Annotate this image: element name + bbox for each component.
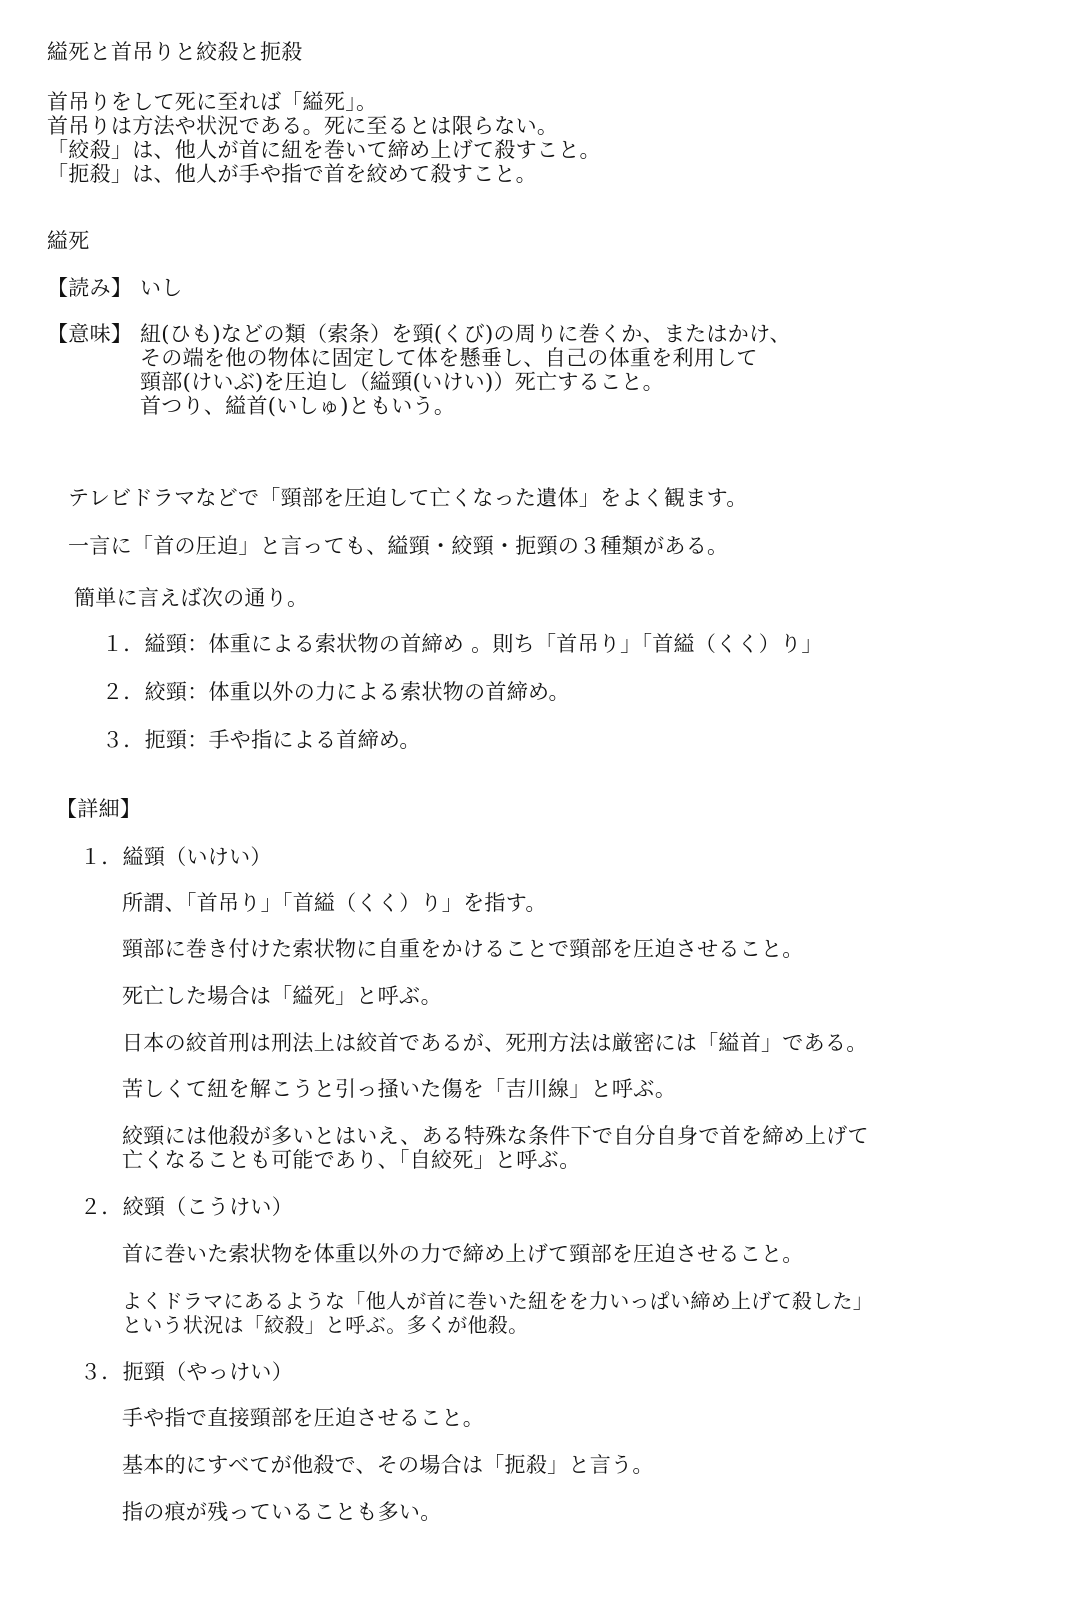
reading-label: 【読み】 [47, 276, 133, 300]
overview-line: 簡単に言えば次の通り。 [74, 586, 309, 610]
overview-list-item: ２．絞頸：体重以外の力による索状物の首締め。 [102, 680, 570, 704]
section-paragraph: 所謂、「首吊り」「首縊（くく）り」を指す。 [122, 891, 547, 915]
overview-list-item: １．縊頸：体重による索状物の首締め 。則ち「首吊り」「首縊（くく）り」 [102, 632, 823, 656]
document-title: 縊死と首吊りと絞殺と扼殺 [47, 40, 303, 64]
meaning-label: 【意味】 [47, 322, 133, 346]
section-paragraph: 死亡した場合は「縊死」と呼ぶ。 [122, 984, 442, 1008]
intro-line: 「絞殺」は、他人が首に紐を巻いて締め上げて殺すこと。 [47, 138, 601, 162]
section-paragraph: 亡くなることも可能であり、「自絞死」と呼ぶ。 [122, 1148, 581, 1172]
intro-line: 「扼殺」は、他人が手や指で首を絞めて殺すこと。 [47, 162, 537, 186]
meaning-line: その端を他の物体に固定して体を懸垂し、自己の体重を利用して [140, 346, 758, 370]
intro-line: 首吊りをして死に至れば「縊死」。 [47, 90, 378, 114]
intro-line: 首吊りは方法や状況である。死に至るとは限らない。 [47, 114, 559, 138]
overview-list-item: ３．扼頸：手や指による首締め。 [102, 728, 421, 752]
term-heading: 縊死 [47, 229, 90, 253]
section-paragraph: 基本的にすべてが他殺で、その場合は「扼殺」と言う。 [122, 1453, 654, 1477]
section-paragraph: 首に巻いた索状物を体重以外の力で締め上げて頸部を圧迫させること。 [122, 1242, 804, 1266]
section-paragraph: 日本の絞首刑は刑法上は絞首であるが、死刑方法は厳密には「縊首」である。 [122, 1031, 868, 1055]
section-title: ２．絞頸（こうけい） [80, 1195, 293, 1219]
section-paragraph: 絞頸には他殺が多いとはいえ、ある特殊な条件下で自分自身で首を締め上げて [122, 1124, 869, 1148]
section-paragraph: 苦しくて紐を解こうと引っ掻いた傷を「吉川線」と呼ぶ。 [122, 1077, 677, 1101]
section-paragraph: という状況は「絞殺」と呼ぶ。多くが他殺。 [122, 1313, 529, 1337]
reading-value: いし [140, 276, 183, 300]
section-paragraph: 頸部に巻き付けた索状物に自重をかけることで頸部を圧迫させること。 [122, 937, 804, 961]
details-heading: 【詳細】 [56, 797, 142, 821]
section-title: ３．扼頸（やっけい） [80, 1360, 293, 1384]
meaning-line: 紐(ひも)などの類（索条）を頸(くび)の周りに巻くか、またはかけ、 [140, 322, 791, 346]
section-paragraph: よくドラマにあるような「他人が首に巻いた紐をを力いっぱい締め上げて殺した」 [122, 1289, 874, 1313]
section-paragraph: 指の痕が残っていることも多い。 [122, 1500, 442, 1524]
section-paragraph: 手や指で直接頸部を圧迫させること。 [122, 1406, 485, 1430]
section-title: １．縊頸（いけい） [80, 845, 272, 869]
meaning-line: 首つり、縊首(いしゅ)ともいう。 [140, 394, 456, 418]
overview-line: テレビドラマなどで「頸部を圧迫して亡くなった遺体」をよく観ます。 [68, 486, 748, 510]
overview-line: 一言に「首の圧迫」と言っても、縊頸・絞頸・扼頸の３種類がある。 [68, 534, 729, 558]
meaning-line: 頸部(けいぶ)を圧迫し（縊頸(いけい)）死亡すること。 [140, 370, 664, 394]
